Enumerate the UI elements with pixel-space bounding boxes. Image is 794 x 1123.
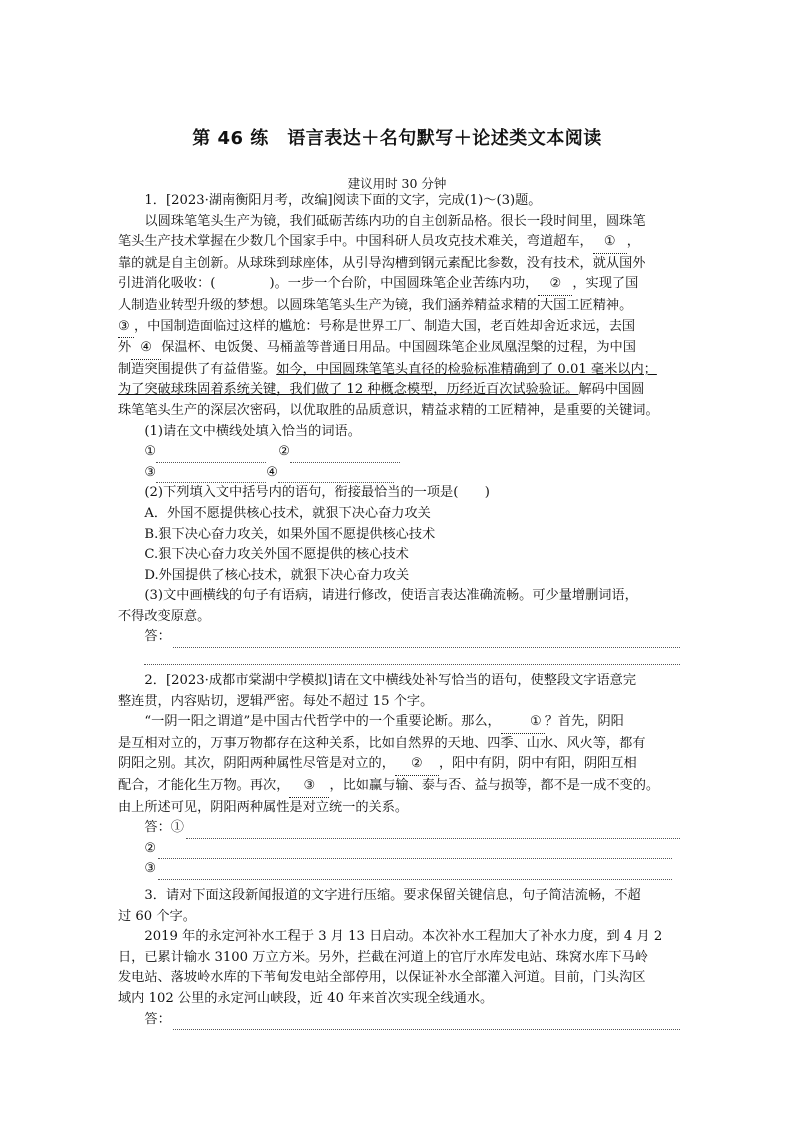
answer-line: ② <box>118 839 680 860</box>
q1-para-line: 为了突破球珠固着系统关键，我们做了 12 种概念模型，历经近百次试验验证。解码中国圆 <box>118 382 645 398</box>
q2-para-line: “一阴一阳之谓道”是中国古代哲学中的一个重要论断。那么， ① ？首先，阴阳 <box>118 712 680 734</box>
answer-field-3[interactable] <box>156 468 266 483</box>
option-c[interactable]: C.狠下决心奋力攻关外国不愿提供的核心技术 <box>144 547 409 563</box>
answer-line: 答： <box>118 1010 680 1031</box>
answer-line: ③ <box>118 859 680 880</box>
answer-field-4[interactable] <box>278 468 394 483</box>
q1-para-line: 引进消化吸收：( )。一步一个台阶，中国圆珠笔企业苦练内功， ② ，实现了国 <box>118 274 680 296</box>
blank-4: ④ <box>131 338 161 360</box>
q2-para-line: 由上所述可见，阴阳两种属性是对立统一的关系。 <box>118 799 409 815</box>
q3-header: 3．请对下面这段新闻报道的文字进行压缩。要求保留关键信息，句子简洁流畅，不超 <box>144 888 641 903</box>
q1-para-line: 制造突围提供了有益借鉴。如今，中国圆珠笔笔头直径的检验标准精确到了 0.01 毫米以内； <box>118 361 657 377</box>
q3-para-line: 域内 102 公里的永定河山峡段，近 40 年来首次实现全线通水。 <box>118 990 494 1006</box>
option-b[interactable]: B.狠下决心奋力攻关，如果外国不愿提供核心技术 <box>144 526 436 542</box>
blank-1: ① <box>501 712 545 734</box>
answer-field[interactable] <box>144 648 680 665</box>
page-title: 第 46 练 语言表达＋名句默写＋论述类文本阅读 <box>192 128 602 149</box>
blank-1: ① <box>593 232 627 254</box>
underlined-sentence: 为了突破球珠固着系统关键，我们做了 12 种概念模型，历经近百次试验验证。 <box>118 382 579 398</box>
q3-para-line: 发电站、落坡岭水库的下苇甸发电站全部停用，以保证补水全部灌入河道。目前，门头沟区 <box>118 970 646 986</box>
answer-field-1[interactable] <box>156 448 266 463</box>
q2-para-line: 配合，才能化生万物。再次， ③ ，比如赢与输、泰与否、益与损等，都不是一成不变的。 <box>118 776 680 798</box>
answer-field-1[interactable] <box>186 824 680 839</box>
q1-sub3-cont: 不得改变原意。 <box>118 608 211 624</box>
q2-para-line: 是互相对立的，万事万物都存在这种关系，比如自然界的天地、四季、山水、风火等，都有 <box>118 735 646 751</box>
q1-sub2: (2)下列填入文中括号内的语句，衔接最恰当的一项是( ) <box>144 485 490 501</box>
q1-para-line: 笔头生产技术掌握在少数几个国家手中。中国科研人员攻克技术难关，弯道超车， ① ， <box>118 232 680 254</box>
answer-line-pair: ① ② <box>118 442 680 463</box>
q2-para-line: 阴阳之别。其次，阴阳两种属性尽管是对立的， ② ，阳中有阴，阴中有阳，阴阳互相 <box>118 754 680 776</box>
answer-line <box>118 648 680 665</box>
option-a[interactable]: A．外国不愿提供核心技术，就狠下决心奋力攻关 <box>144 505 431 521</box>
q1-sub3: (3)文中画横线的句子有语病，请进行修改，使语言表达准确流畅。可少量增删词语， <box>144 588 638 604</box>
q1-para-line: 以圆珠笔笔头生产为镜，我们砥砺苦练内功的自主创新品格。很长一段时间里，圆珠笔 <box>144 213 646 229</box>
option-d[interactable]: D.外国提供了核心技术，就狠下决心奋力攻关 <box>144 567 410 583</box>
q3-header-cont: 过 60 个字。 <box>118 908 196 924</box>
blank-3: ③ <box>289 776 329 798</box>
answer-line: 答：① <box>118 818 680 839</box>
q2-header-cont: 整连贯，内容贴切，逻辑严密。每处不超过 15 个字。 <box>118 693 434 709</box>
q1-para-line: 珠笔笔头生产的深层次密码，以优取胜的品质意识，精益求精的工匠精神，是重要的关键词。 <box>118 402 659 418</box>
blank-3: ③ <box>118 317 134 339</box>
document-body <box>118 191 680 1030</box>
q3-para-line: 2019 年的永定河补水工程于 3 月 13 日启动。本次补水工程加大了补水力度，到 4 月 2 <box>144 929 663 945</box>
page-subtitle: 建议用时 30 分钟 <box>347 176 447 191</box>
blank-2: ② <box>395 754 439 776</box>
q1-header: 1．[2023·湖南衡阳月考，改编]阅读下面的文字，完成(1)～(3)题。 <box>144 193 542 208</box>
answer-field-2[interactable] <box>158 844 672 859</box>
q1-para-line: 人制造业转型升级的梦想。以圆珠笔笔头生产为镜，我们涵养精益求精的大国工匠精神。 <box>118 297 633 313</box>
answer-field[interactable] <box>173 1015 680 1030</box>
q3-para-line: 日，已累计输水 3100 万立方米。另外，拦截在河道上的官厅水库发电站、珠窝水库下马岭 <box>118 949 648 965</box>
q1-sub1: (1)请在文中横线处填入恰当的词语。 <box>144 423 361 439</box>
q1-para-line: ③ ，中国制造面临过这样的尴尬：号称是世界工厂、制造大国，老百姓却舍近求远，去国 <box>118 317 680 339</box>
underlined-sentence: 如今，中国圆珠笔笔头直径的检验标准精确到了 0.01 毫米以内； <box>276 361 657 377</box>
answer-field-2[interactable] <box>290 448 400 463</box>
blank-2: ② <box>538 274 572 296</box>
answer-field-3[interactable] <box>158 865 672 880</box>
q1-para-line: 靠的就是自主创新。从球珠到球座体，从引导沟槽到钢元素配比参数，没有技术，就从国外 <box>118 255 646 271</box>
answer-line: 答： <box>118 627 680 648</box>
q2-header: 2．[2023·成都市棠湖中学模拟]请在文中横线处补写恰当的语句，使整段文字语意完 <box>144 673 637 689</box>
answer-line-pair: ③ ④ <box>118 463 680 484</box>
q1-para-line: 外 ④ 保温杯、电饭煲、马桶盖等普通日用品。中国圆珠笔企业凤凰涅槃的过程，为中国 <box>118 338 680 360</box>
answer-field[interactable] <box>173 633 680 648</box>
